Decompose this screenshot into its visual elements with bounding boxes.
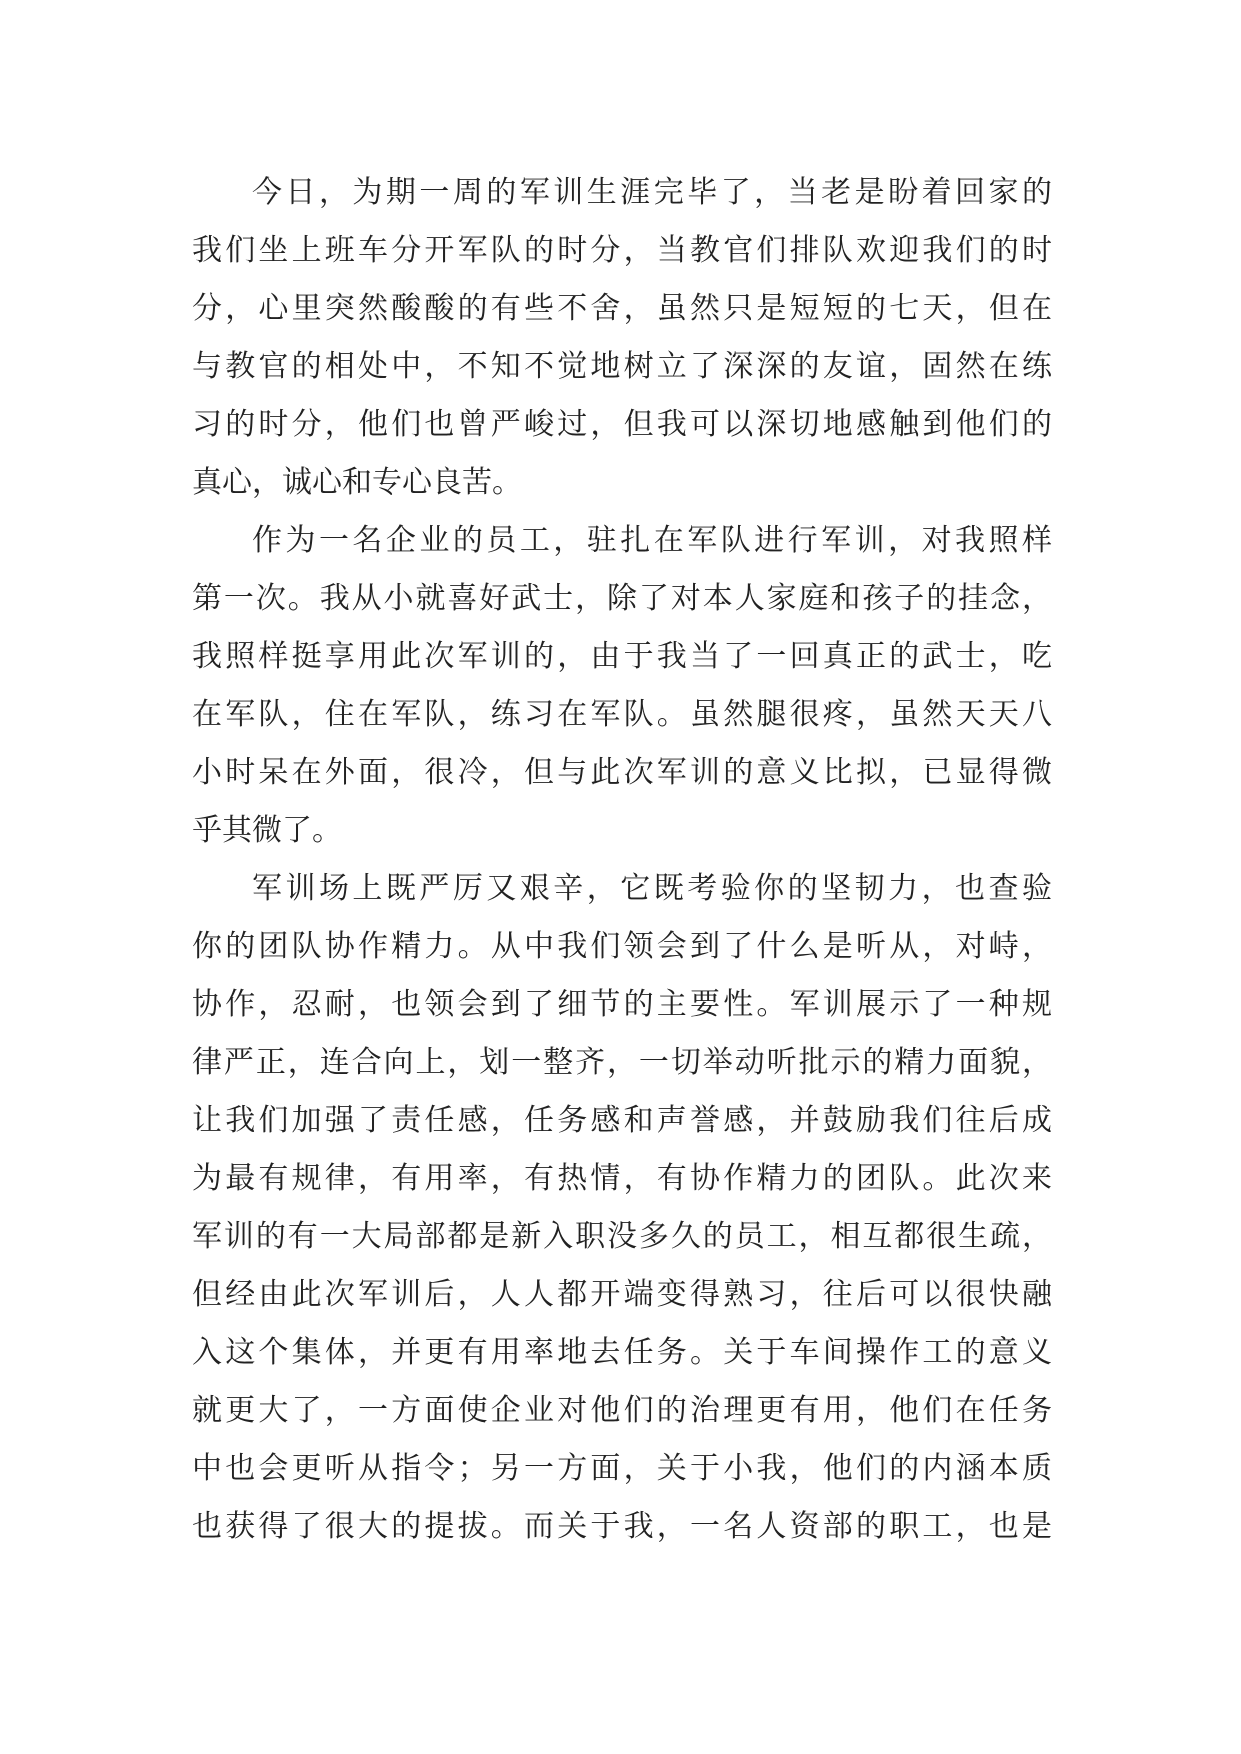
paragraph-line: 我照样挺享用此次军训的，由于我当了一回真正的武士，吃	[192, 639, 1052, 674]
paragraph-line: 作为一名企业的员工，驻扎在军队进行军训，对我照样	[252, 523, 1052, 558]
paragraph-line: 第一次。我从小就喜好武士，除了对本人家庭和孩子的挂念，	[192, 581, 1052, 616]
paragraph-line: 为最有规律，有用率，有热情，有协作精力的团队。此次来	[192, 1161, 1052, 1196]
paragraph-line: 也获得了很大的提拔。而关于我，一名人资部的职工，也是	[192, 1509, 1052, 1544]
paragraph-line: 今日，为期一周的军训生涯完毕了，当老是盼着回家的	[252, 175, 1052, 210]
paragraph-line: 就更大了，一方面使企业对他们的治理更有用，他们在任务	[192, 1393, 1052, 1428]
paragraph-line: 在军队，住在军队，练习在军队。虽然腿很疼，虽然天天八	[192, 697, 1052, 732]
paragraph-line: 真心，诚心和专心良苦。	[192, 465, 522, 500]
paragraph-line: 但经由此次军训后，人人都开端变得熟习，往后可以很快融	[192, 1277, 1052, 1312]
paragraph-line: 小时呆在外面，很冷，但与此次军训的意义比拟，已显得微	[192, 755, 1052, 790]
paragraph-line: 军训的有一大局部都是新入职没多久的员工，相互都很生疏，	[192, 1219, 1052, 1254]
paragraph-line: 律严正，连合向上，划一整齐，一切举动听批示的精力面貌，	[192, 1045, 1052, 1080]
paragraph-2	[192, 512, 1052, 860]
paragraph-line: 军训场上既严厉又艰辛，它既考验你的坚韧力，也查验	[252, 871, 1052, 906]
paragraph-line: 分，心里突然酸酸的有些不舍，虽然只是短短的七天，但在	[192, 291, 1052, 326]
paragraph-line: 协作，忍耐，也领会到了细节的主要性。军训展示了一种规	[192, 987, 1052, 1022]
paragraph-1	[192, 164, 1052, 512]
paragraph-line: 中也会更听从指令；另一方面，关于小我，他们的内涵本质	[192, 1451, 1052, 1486]
paragraph-line: 我们坐上班车分开军队的时分，当教官们排队欢迎我们的时	[192, 233, 1052, 268]
paragraph-line: 与教官的相处中，不知不觉地树立了深深的友谊，固然在练	[192, 349, 1052, 384]
paragraph-3	[192, 860, 1052, 1556]
paragraph-line: 乎其微了。	[192, 813, 342, 848]
paragraph-line: 让我们加强了责任感，任务感和声誉感，并鼓励我们往后成	[192, 1103, 1052, 1138]
paragraph-line: 习的时分，他们也曾严峻过，但我可以深切地感触到他们的	[192, 407, 1052, 442]
paragraph-line: 入这个集体，并更有用率地去任务。关于车间操作工的意义	[192, 1335, 1052, 1370]
body-text	[192, 164, 1052, 1556]
paragraph-line: 你的团队协作精力。从中我们领会到了什么是听从，对峙，	[192, 929, 1052, 964]
